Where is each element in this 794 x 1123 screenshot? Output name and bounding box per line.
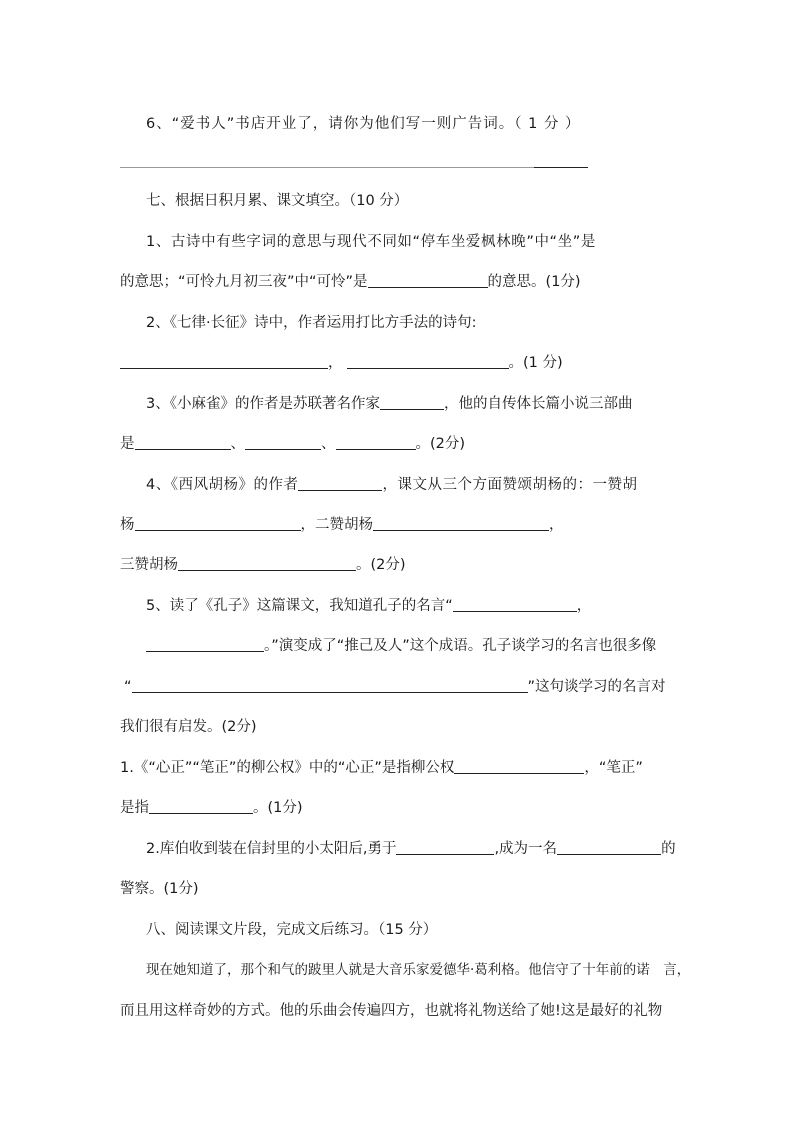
item-4-text-c2: 。(2分)	[356, 557, 406, 573]
blank-praise-3[interactable]	[178, 555, 356, 571]
item-3-line-a	[146, 394, 632, 414]
blank-poem-line-1[interactable]	[120, 353, 328, 369]
item-4-line-c	[120, 555, 406, 575]
section-7-title	[146, 191, 408, 211]
section-8-title	[146, 920, 437, 940]
extra-2-text-a3: 的	[661, 841, 676, 857]
blank-learning-quote[interactable]	[132, 677, 528, 693]
item-2-line-a	[146, 313, 476, 333]
item-1-text-a: 1、古诗中有些字词的意思与现代不同如“停车坐爱枫林晚”中“坐”是	[146, 234, 596, 250]
extra-2-text-a2: ,成为一名	[494, 841, 558, 857]
blank-xinzheng-meaning[interactable]	[454, 758, 584, 774]
item-5-line-c	[124, 677, 666, 697]
item-4-text-b1: 杨	[120, 517, 135, 533]
blank-bizheng-meaning[interactable]	[149, 798, 253, 814]
item-1-line-a	[146, 232, 596, 252]
item-2-text-a: 2、《七律·长征》诗中，作者运用打比方手法的诗句:	[146, 315, 477, 331]
extra-1-text-b2: 。(1分)	[253, 800, 303, 816]
blank-trilogy-3[interactable]	[336, 434, 416, 450]
blank-kubo-action[interactable]	[396, 839, 494, 855]
blank-trilogy-2[interactable]	[245, 434, 321, 450]
question-6-text: 6、“爱书人”书店开业了，请你为他们写一则广告词。（ 1 分 ）	[146, 116, 581, 132]
item-4-text-a2: ，课文从三个方面赞颂胡杨的：一赞胡	[382, 477, 638, 493]
passage-line-1	[146, 960, 690, 980]
extra-1-line-b	[120, 798, 303, 818]
item-1-text-b1: 的意思；“可怜九月初三夜”中“可怜”是	[120, 274, 368, 290]
item-4-line-a	[146, 475, 637, 495]
blank-praise-2[interactable]	[373, 515, 549, 531]
item-5-text-c2: ”这句谈学习的名言对	[527, 679, 666, 695]
item-3-text-a2: ，他的自传体长篇小说三部曲	[443, 396, 633, 412]
item-5-text-a1: 5、读了《孔子》这篇课文，我知道孔子的名言“	[146, 598, 453, 614]
item-3-line-b	[120, 434, 465, 454]
section-8-title-text: 八、阅读课文片段，完成文后练习。（15 分）	[146, 922, 438, 938]
item-5-text-a2: ，	[576, 598, 592, 614]
item-4-text-b2: ，二赞胡杨	[300, 517, 373, 533]
blank-author-name[interactable]	[380, 394, 444, 410]
answer-line-q6-end	[534, 167, 588, 168]
item-4-text-c1: 三赞胡杨	[120, 557, 178, 573]
item-2-sep: ，	[328, 355, 343, 371]
blank-confucius-quote-2[interactable]	[146, 636, 264, 652]
item-3-sep-1: 、	[230, 436, 245, 452]
item-3-text-a1: 3、《小麻雀》的作者是苏联著名作家	[146, 396, 380, 412]
extra-2-line-a	[146, 839, 676, 859]
item-3-end: 。(2分)	[415, 436, 466, 452]
item-5-text-d: 我们很有启发。(2分)	[120, 719, 257, 735]
item-2-end: 。(1 分)	[508, 355, 563, 371]
blank-trilogy-1[interactable]	[135, 434, 231, 450]
item-3-text-b1: 是	[120, 436, 135, 452]
item-2-line-b	[120, 353, 563, 373]
extra-2-text-b: 警察。(1分)	[120, 881, 199, 897]
extra-1-text-a2: ，“笔正”	[584, 760, 643, 776]
item-1-text-b2: 的意思。(1分)	[487, 274, 581, 290]
passage-text-2: 而且用这样奇妙的方式。他的乐曲会传遍四方，也就将礼物送给了她!这是最好的礼物	[120, 1003, 663, 1019]
item-5-line-a	[146, 596, 591, 616]
item-4-line-b	[120, 515, 564, 535]
extra-1-line-a	[120, 758, 643, 778]
answer-line-q6	[120, 167, 534, 168]
extra-1-text-a1: 1.《“心正”“笔正”的柳公权》中的“心正”是指柳公权	[120, 760, 455, 776]
extra-2-line-b	[120, 879, 199, 899]
item-5-text-c1: “	[124, 679, 132, 695]
item-3-sep-2: 、	[321, 436, 336, 452]
blank-kubo-role[interactable]	[557, 839, 661, 855]
item-5-line-d	[120, 717, 257, 737]
blank-confucius-quote-1[interactable]	[453, 596, 577, 612]
extra-2-text-a1: 2.库伯收到装在信封里的小太阳后,勇于	[146, 841, 397, 857]
passage-text-1: 现在她知道了，那个和气的跛里人就是大音乐家爱德华·葛利格。他信守了十年前的诺 言，	[146, 962, 691, 978]
extra-1-text-b1: 是指	[120, 800, 149, 816]
blank-kelian-meaning[interactable]	[368, 272, 488, 288]
item-5-line-b	[146, 636, 656, 656]
item-5-text-b: 。”演变成了“推己及人”这个成语。孔子谈学习的名言也很多像	[264, 638, 657, 654]
section-7-title-text: 七、根据日积月累、课文填空。（10 分）	[146, 193, 409, 209]
blank-praise-1[interactable]	[135, 515, 301, 531]
question-6	[146, 114, 581, 134]
item-4-text-b3: ，	[549, 517, 564, 533]
passage-line-2	[120, 1001, 662, 1021]
blank-xifeng-author[interactable]	[298, 475, 382, 491]
blank-poem-line-2[interactable]	[347, 353, 509, 369]
item-4-text-a1: 4、《西风胡杨》的作者	[146, 477, 299, 493]
item-1-line-b	[120, 272, 581, 292]
